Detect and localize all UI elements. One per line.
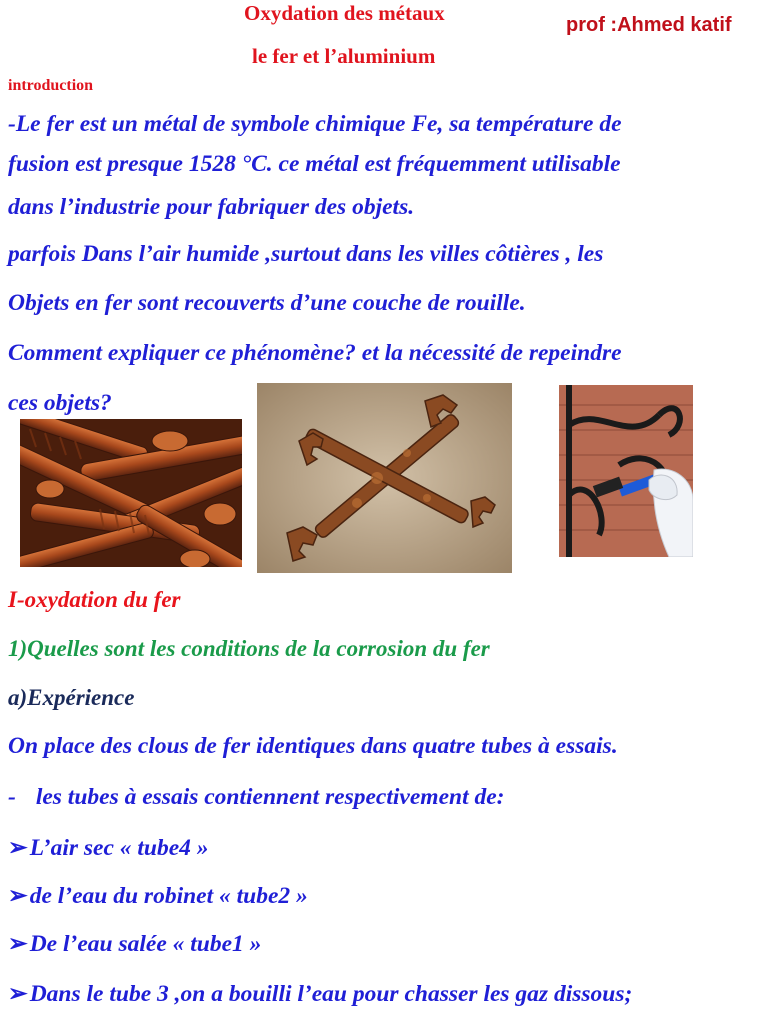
bullet-text: Dans le tube 3 ,on a bouilli l’eau pour chasser les gaz dissous; bbox=[29, 981, 633, 1007]
intro-line-1: -Le fer est un métal de symbole chimique Fe, sa température de bbox=[8, 111, 622, 137]
rusty-screws-photo bbox=[20, 419, 242, 567]
intro-line-2: fusion est presque 1528 °C. ce métal est fréquemment utilisable bbox=[8, 151, 621, 177]
intro-line-3: dans l’industrie pour fabriquer des objets. bbox=[8, 194, 415, 220]
introduction-label: introduction bbox=[8, 77, 94, 94]
document-title-line2: le fer et l’aluminium bbox=[252, 44, 436, 68]
intro-line-7: ces objets? bbox=[8, 390, 112, 416]
bullet-text: L’air sec « tube4 » bbox=[29, 835, 209, 861]
experiment-line-2 bbox=[8, 784, 504, 811]
bullet-item bbox=[8, 881, 308, 910]
experiment-line-2-text: les tubes à essais contiennent respectivement de: bbox=[35, 784, 505, 810]
arrow-bullet-icon: ➢ bbox=[8, 981, 28, 1007]
bullet-item bbox=[8, 833, 209, 862]
arrow-bullet-icon: ➢ bbox=[8, 931, 28, 957]
arrow-bullet-icon: ➢ bbox=[8, 883, 28, 909]
intro-line-4: parfois Dans l’air humide ,surtout dans les villes côtières , les bbox=[8, 241, 604, 267]
author-name: prof :Ahmed katif bbox=[566, 14, 732, 36]
painting-fence-photo bbox=[559, 385, 693, 557]
document-title-line1: Oxydation des métaux bbox=[244, 1, 445, 25]
experiment-line-1: On place des clous de fer identiques dans quatre tubes à essais. bbox=[8, 733, 618, 759]
arrow-bullet-icon: ➢ bbox=[8, 835, 28, 861]
intro-line-5: Objets en fer sont recouverts d’une couche de rouille. bbox=[8, 290, 526, 316]
bullet-text: De l’eau salée « tube1 » bbox=[29, 931, 262, 957]
bullet-text: de l’eau du robinet « tube2 » bbox=[29, 883, 308, 909]
dash-marker: - bbox=[8, 784, 16, 810]
section-subheading: 1)Quelles sont les conditions de la corrosion du fer bbox=[8, 636, 490, 661]
rusty-wrenches-photo bbox=[257, 383, 512, 573]
experiment-label: a)Expérience bbox=[8, 685, 135, 710]
section-heading: I-oxydation du fer bbox=[8, 587, 181, 612]
bullet-item bbox=[8, 979, 632, 1008]
intro-line-6: Comment expliquer ce phénomène? et la nécessité de repeindre bbox=[8, 340, 622, 366]
bullet-item bbox=[8, 929, 261, 958]
